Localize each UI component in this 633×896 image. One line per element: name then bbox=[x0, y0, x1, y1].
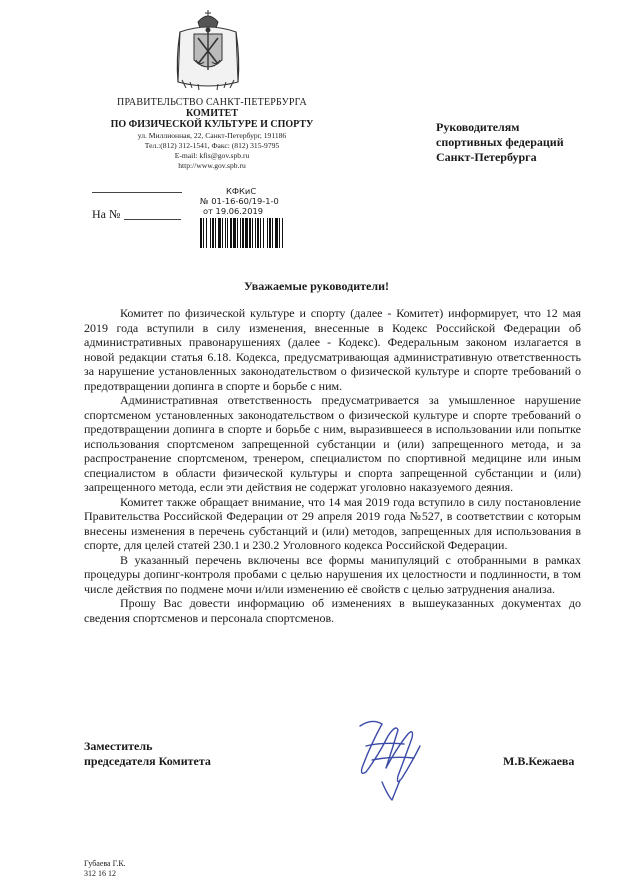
body-paragraph-3: Комитет также обращает внимание, что 14 мая 2019 года вступило в силу постановление Правительства Российской Федерации от 29 апреля 2019 года №527, в соответствии с которым внесены изменения в перечень субстанций и (или) методов, запрещенных для использования в спорте, для целей статей 230.1 и 230.2 Уголовного кодекса Российской Федерации. bbox=[84, 494, 581, 552]
stamp-organization: КФКиС bbox=[226, 186, 257, 196]
signatory-title-line-2: председателя Комитета bbox=[84, 754, 211, 768]
org-email: E-mail: kfis@gov.spb.ru bbox=[174, 151, 250, 160]
body-paragraph-2: Административная ответственность предусматривается за умышленное нарушение спортсменом установленных законодательством о физической культуре и спорте требований о предотвращении допинга в спорте и борьбе с ним, выразившееся в использовании или попытке использования спортсменом запрещенной субстанции и (или) запрещенного метода, и за распространение спортсменом, тренером, специалистом по спортивной медицине или иным специалистом в области физической культуры и спорта запрещенной субстанции и (или) запрещенного метода, если эти действия не содержат уголовно наказуемого деяния. bbox=[84, 393, 581, 494]
reference-number-line bbox=[124, 219, 181, 220]
letter-body bbox=[84, 306, 581, 625]
recipient-line-2: спортивных федераций bbox=[436, 135, 564, 149]
body-paragraph-4: В указанный перечень включены все формы манипуляций с отобранными в рамках процедуры допинг-контроля пробами с целью нарушения их целостности и подлинности, в том числе действия по подмене мочи и/или изменению её свойств с целью затруднения анализа. bbox=[84, 552, 581, 596]
outgoing-number-line bbox=[92, 192, 182, 193]
signatory-name: М.В.Кежаева bbox=[503, 754, 575, 768]
recipient-line-1: Руководителям bbox=[436, 120, 520, 134]
org-phone-fax: Тел.:(812) 312-1541, Факс: (812) 315-9795 bbox=[144, 141, 280, 150]
body-paragraph-1: Комитет по физической культуре и спорту (далее - Комитет) информирует, что 12 мая 2019 года вступили в силу изменения, внесенные в Кодекс Российской Федерации об административных правонарушениях (далее - Кодекс). Федеральным законом излагается в новой редакции статья 6.18. Кодекса, предусматривающая административную ответственность за нарушение установленных законодательством о физической культуре и спорте требований о предотвращении допинга в спорте и борьбе с ним. bbox=[84, 306, 581, 393]
barcode-icon bbox=[199, 218, 285, 248]
coat-of-arms-icon bbox=[172, 8, 244, 92]
body-paragraph-5: Прошу Вас довести информацию об изменениях в вышеуказанных документах до сведения спортсменов и персонала спортсменов. bbox=[84, 596, 581, 625]
stamp-number: № 01-16-60/19-1-0 bbox=[200, 196, 279, 206]
signatory-title-line-1: Заместитель bbox=[84, 739, 153, 753]
org-website: http://www.gov.spb.ru bbox=[178, 161, 246, 170]
reference-number-label: На № bbox=[92, 207, 121, 221]
org-address: ул. Миллионная, 22, Санкт-Петербург, 191186 bbox=[137, 131, 287, 140]
executor-phone: 312 16 12 bbox=[84, 869, 116, 878]
org-government-name: ПРАВИТЕЛЬСТВО САНКТ-ПЕТЕРБУРГА bbox=[117, 97, 307, 108]
recipient-line-3: Санкт-Петербурга bbox=[436, 150, 537, 164]
org-committee-subtitle: ПО ФИЗИЧЕСКОЙ КУЛЬТУРЕ И СПОРТУ bbox=[110, 119, 314, 130]
handwritten-signature bbox=[352, 716, 434, 802]
stamp-date: от 19.06.2019 bbox=[203, 206, 264, 216]
executor-name: Губаева Г.К. bbox=[84, 859, 126, 868]
org-committee-title: КОМИТЕТ bbox=[185, 108, 238, 119]
greeting: Уважаемые руководители! bbox=[243, 279, 390, 293]
